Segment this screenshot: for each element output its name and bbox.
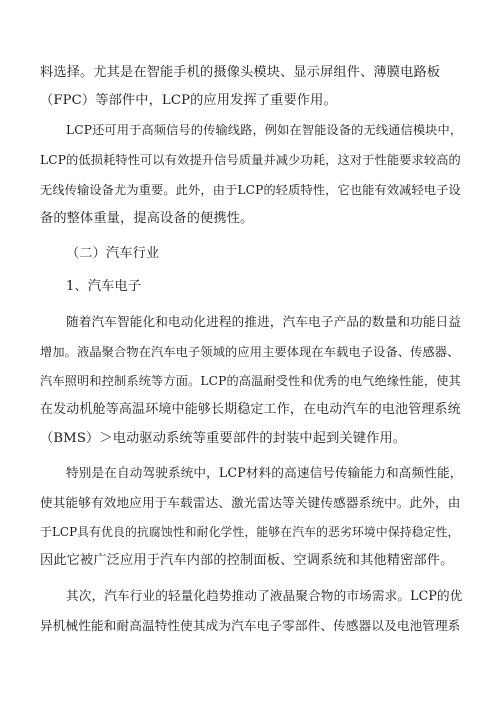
- text-line: 料选择。尤其是在智能手机的摄像头模块、显示屏组件、薄膜电路板: [40, 65, 441, 80]
- section-heading: （二）汽车行业: [66, 246, 160, 261]
- paragraph-first-line: LCP还可用于高频信号的传输线路，例如在智能设备的无线通信模块中，: [66, 123, 463, 137]
- text-line: 在发动机舱等高温环境中能够长期稳定工作，在电动汽车的电池管理系统: [40, 402, 461, 417]
- text-line: LCP的低损耗特性可以有效提升信号质量并减少功耗，这对于性能要求较高的: [40, 153, 461, 167]
- paragraph-first-line: 其次，汽车行业的轻量化趋势推动了液晶聚合物的市场需求。LCP的优: [66, 588, 463, 603]
- paragraph-first-line: 随着汽车智能化和电动化进程的推进，汽车电子产品的数量和功能日益: [66, 314, 462, 329]
- paragraph-first-line: 特别是在自动驾驶系统中，LCP材料的高速信号传输能力和高频性能，: [66, 465, 463, 480]
- text-line: （FPC）等部件中，LCP的应用发挥了重要作用。: [40, 93, 337, 108]
- text-line: 增加。液晶聚合物在汽车电子领域的应用主要体现在车载电子设备、传感器、: [40, 345, 460, 359]
- text-line: 无线传输设备尤为重要。此外，由于LCP的轻质特性，它也能有效减轻电子设: [40, 183, 461, 197]
- text-line: （BMS）＞电动驱动系统等重要部件的封装中起到关键作用。: [40, 431, 407, 446]
- text-line: 使其能够有效地应用于车载雷达、激光雷达等关键传感器系统中。此外，由: [40, 495, 461, 510]
- text-line: 汽车照明和控制系统等方面。LCP的高温耐受性和优秀的电气绝缘性能，使其: [40, 374, 461, 388]
- text-line: 异机械性能和耐高温特性使其成为汽车电子零部件、传感器以及电池管理系: [40, 618, 461, 633]
- text-line: 因此它被广泛应用于汽车内部的控制面板、空调系统和其他精密部件。: [40, 553, 454, 568]
- text-line: 于LCP具有优良的抗腐蚀性和耐化学性，能够在汽车的恶劣环境中保持稳定性，: [40, 525, 460, 539]
- subsection-heading: 1、汽车电子: [66, 279, 142, 294]
- text-line: 备的整体重量，提高设备的便携性。: [40, 211, 254, 226]
